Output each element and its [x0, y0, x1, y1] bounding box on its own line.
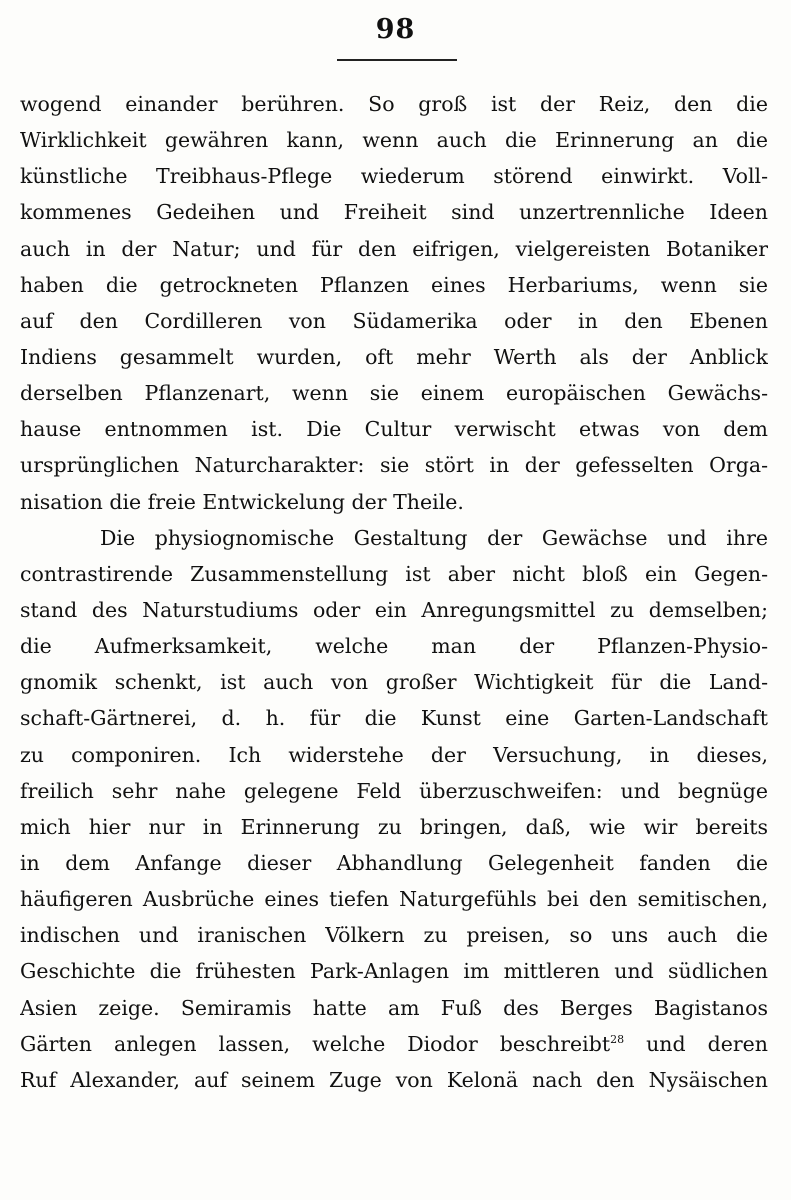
text-line: wogend einander berühren. So groß ist der Reiz, den die	[20, 92, 768, 116]
text-line: zu componiren. Ich widerstehe der Versuchung, in dieses,	[20, 742, 768, 767]
text-line: Asien zeige. Semiramis hatte am Fuß des Berges Bagistanos	[20, 995, 768, 1020]
text-line: ursprünglichen Naturcharakter: sie stört in der gefesselten Orga-	[20, 453, 768, 478]
paragraph-end-line: nisation die freie Entwickelung der Theile.	[20, 489, 464, 514]
text-line: häufigeren Ausbrüche eines tiefen Naturgefühls bei den semitischen,	[20, 887, 768, 912]
text-line: Geschichte die frühesten Park-Anlagen im mittleren und südlichen	[20, 959, 768, 984]
text-line: gnomik schenkt, ist auch von großer Wichtigkeit für die Land-	[20, 670, 768, 695]
text-line: freilich sehr nahe gelegene Feld überzuschweifen: und begnüge	[20, 778, 768, 803]
paragraph-start-line: Die physiognomische Gestaltung der Gewächse und ihre	[100, 525, 768, 550]
text-line: auch in der Natur; und für den eifrigen, vielgereisten Botaniker	[20, 236, 768, 261]
text-line: Wirklichkeit gewähren kann, wenn auch die Erinnerung an die	[20, 128, 768, 153]
text-line: contrastirende Zusammenstellung ist aber nicht bloß ein Gegen-	[20, 561, 768, 586]
text-line: Ruf Alexander, auf seinem Zuge von Kelonä nach den Nysäischen	[20, 1067, 768, 1092]
text-line: stand des Naturstudiums oder ein Anregungsmittel zu demselben;	[20, 597, 768, 622]
body-text	[20, 86, 768, 1098]
page-number: 98	[375, 14, 416, 45]
text-line: auf den Cordilleren von Südamerika oder in den Ebenen	[20, 308, 768, 333]
line-text-tail: und deren	[646, 1031, 768, 1056]
text-line: kommenes Gedeihen und Freiheit sind unzertrennliche Ideen	[20, 200, 768, 225]
text-line: indischen und iranischen Völkern zu preisen, so uns auch die	[20, 923, 768, 948]
text-line: hause entnommen ist. Die Cultur verwischt etwas von dem	[20, 417, 768, 442]
text-line: haben die getrockneten Pflanzen eines Herbariums, wenn sie	[20, 272, 768, 297]
footnote-reference: 28	[610, 1032, 625, 1046]
text-line: Indiens gesammelt wurden, oft mehr Werth als der Anblick	[20, 344, 768, 369]
text-line: schaft-Gärtnerei, d. h. für die Kunst eine Garten-Landschaft	[20, 706, 768, 731]
text-line: in dem Anfange dieser Abhandlung Gelegenheit fanden die	[20, 850, 768, 875]
line-text: Gärten anlegen lassen, welche Diodor beschreibt	[20, 1031, 611, 1056]
text-line: die Aufmerksamkeit, welche man der Pflanzen-Physio-	[20, 634, 768, 659]
text-line-with-footnote	[20, 1026, 768, 1062]
text-line: mich hier nur in Erinnerung zu bringen, daß, wie wir bereits	[20, 814, 768, 839]
text-line: derselben Pflanzenart, wenn sie einem europäischen Gewächs-	[20, 381, 768, 406]
header-rule	[337, 59, 457, 61]
text-line: künstliche Treibhaus-Pflege wiederum störend einwirkt. Voll-	[20, 164, 768, 189]
